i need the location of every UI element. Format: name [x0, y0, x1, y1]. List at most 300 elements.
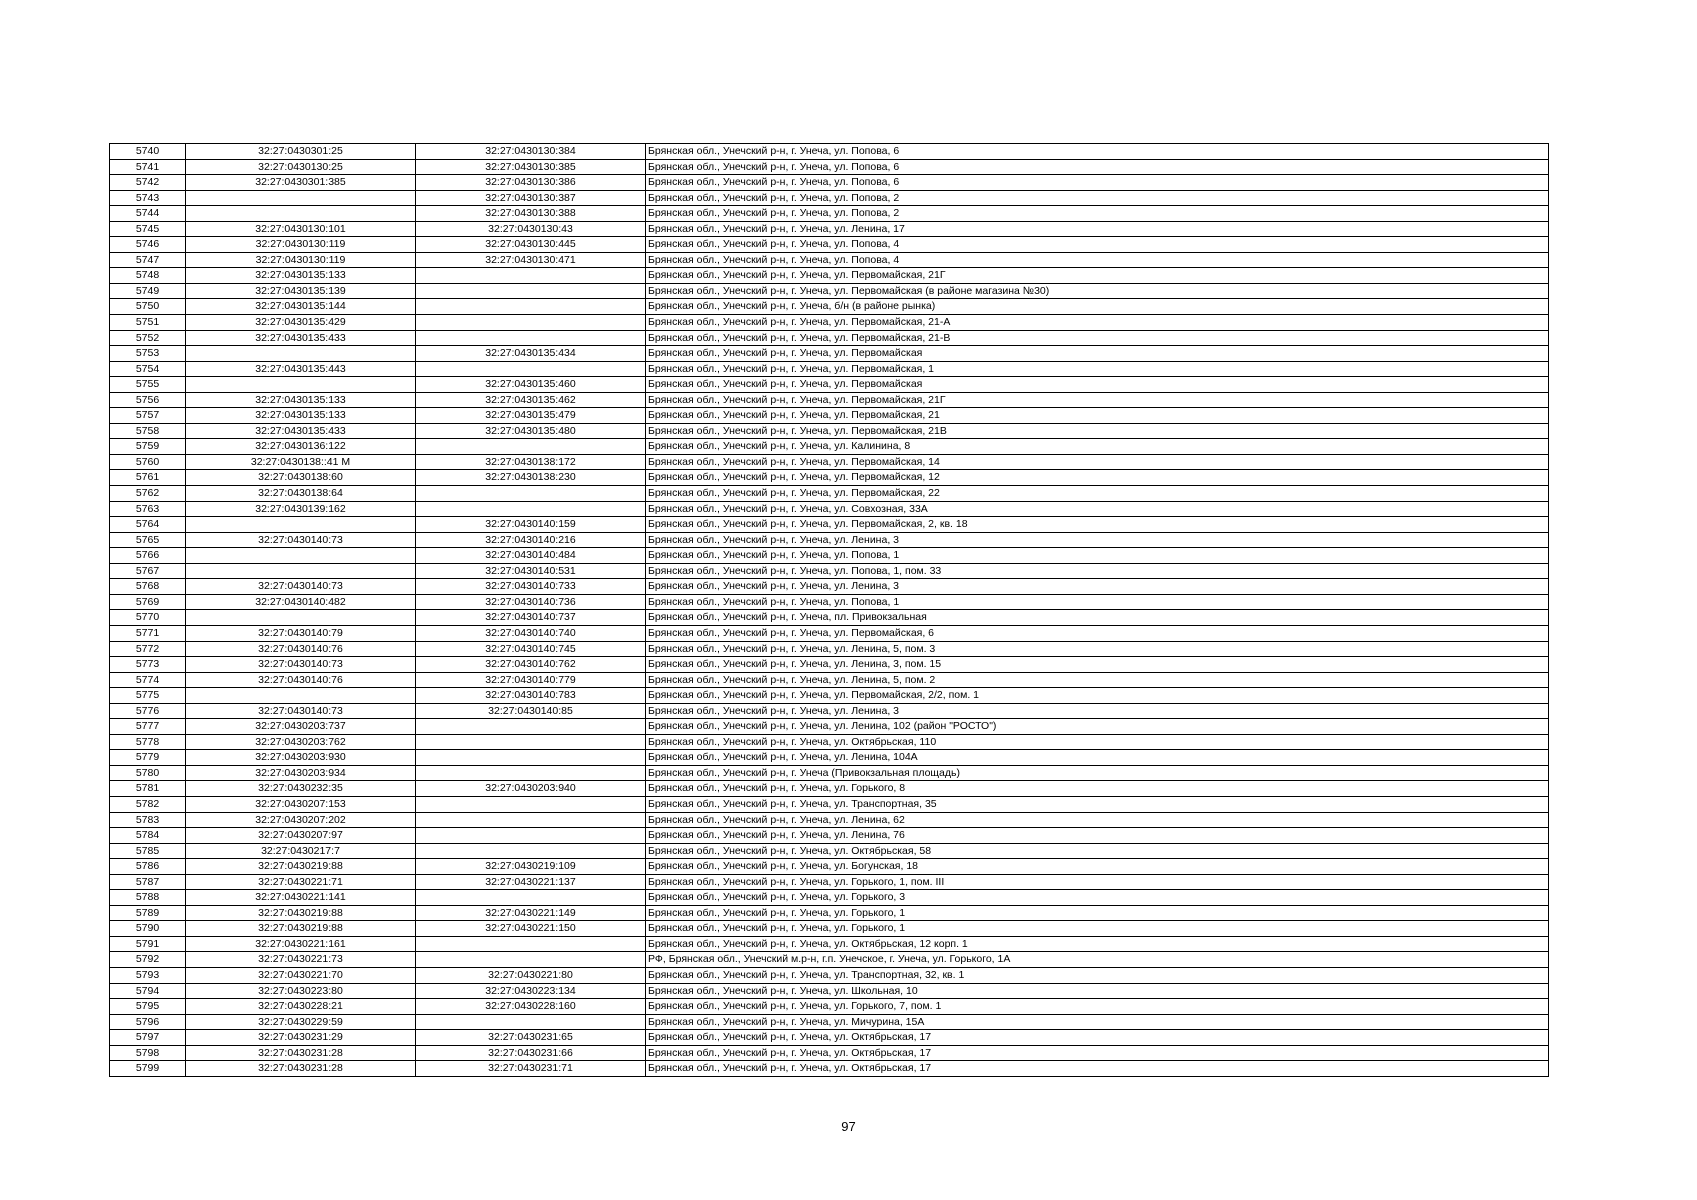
row-number-cell: 5750: [110, 299, 186, 315]
building-number-cell: 32:27:0430135:434: [416, 346, 646, 362]
building-number-cell: 32:27:0430130:386: [416, 175, 646, 191]
row-number-cell: 5766: [110, 548, 186, 564]
cadastral-number-cell: 32:27:0430228:21: [186, 999, 416, 1015]
table-row: [110, 594, 1549, 610]
building-number-cell: 32:27:0430140:736: [416, 594, 646, 610]
cadastral-number-cell: 32:27:0430217:7: [186, 843, 416, 859]
building-number-cell: 32:27:0430140:531: [416, 563, 646, 579]
row-number-cell: 5782: [110, 796, 186, 812]
row-number-cell: 5747: [110, 252, 186, 268]
building-number-cell: [416, 315, 646, 331]
row-number-cell: 5749: [110, 283, 186, 299]
building-number-cell: 32:27:0430135:462: [416, 392, 646, 408]
cadastral-number-cell: 32:27:0430138::41 М: [186, 454, 416, 470]
building-number-cell: 32:27:0430130:384: [416, 144, 646, 160]
address-cell: Брянская обл., Унечский р-н, г. Унеча, ул. Первомайская, 21-А: [646, 315, 1549, 331]
row-number-cell: 5740: [110, 144, 186, 160]
row-number-cell: 5756: [110, 392, 186, 408]
building-number-cell: 32:27:0430231:65: [416, 1030, 646, 1046]
building-number-cell: 32:27:0430130:388: [416, 206, 646, 222]
row-number-cell: 5777: [110, 719, 186, 735]
address-cell: Брянская обл., Унечский р-н, г. Унеча, ул. Попова, 1: [646, 594, 1549, 610]
row-number-cell: 5764: [110, 517, 186, 533]
row-number-cell: 5760: [110, 454, 186, 470]
table-row: [110, 532, 1549, 548]
table-row: [110, 657, 1549, 673]
row-number-cell: 5748: [110, 268, 186, 284]
address-cell: Брянская обл., Унечский р-н, г. Унеча (Привокзальная площадь): [646, 765, 1549, 781]
cadastral-number-cell: 32:27:0430140:73: [186, 532, 416, 548]
address-cell: Брянская обл., Унечский р-н, г. Унеча, ул. Первомайская, 1: [646, 361, 1549, 377]
address-cell: Брянская обл., Унечский р-н, г. Унеча, ул. Первомайская: [646, 377, 1549, 393]
building-number-cell: [416, 890, 646, 906]
table-row: [110, 905, 1549, 921]
building-number-cell: 32:27:0430135:479: [416, 408, 646, 424]
building-number-cell: 32:27:0430140:85: [416, 703, 646, 719]
cadastral-number-cell: 32:27:0430135:443: [186, 361, 416, 377]
table-row: [110, 796, 1549, 812]
cadastral-number-cell: 32:27:0430221:161: [186, 936, 416, 952]
address-cell: Брянская обл., Унечский р-н, г. Унеча, ул. Октябрьская, 17: [646, 1061, 1549, 1077]
cadastral-number-cell: 32:27:0430223:80: [186, 983, 416, 999]
row-number-cell: 5743: [110, 190, 186, 206]
row-number-cell: 5755: [110, 377, 186, 393]
building-number-cell: [416, 486, 646, 502]
building-number-cell: [416, 283, 646, 299]
table-row: [110, 190, 1549, 206]
building-number-cell: [416, 812, 646, 828]
table-row: [110, 610, 1549, 626]
building-number-cell: 32:27:0430130:43: [416, 221, 646, 237]
building-number-cell: 32:27:0430138:230: [416, 470, 646, 486]
table-row: [110, 734, 1549, 750]
address-cell: Брянская обл., Унечский р-н, г. Унеча, ул. Попова, 1: [646, 548, 1549, 564]
building-number-cell: 32:27:0430140:762: [416, 657, 646, 673]
building-number-cell: 32:27:0430223:134: [416, 983, 646, 999]
row-number-cell: 5795: [110, 999, 186, 1015]
cadastral-number-cell: 32:27:0430130:25: [186, 159, 416, 175]
row-number-cell: 5753: [110, 346, 186, 362]
address-cell: Брянская обл., Унечский р-н, г. Унеча, ул. Богунская, 18: [646, 859, 1549, 875]
cadastral-number-cell: 32:27:0430231:28: [186, 1045, 416, 1061]
building-number-cell: 32:27:0430130:471: [416, 252, 646, 268]
cadastral-number-cell: 32:27:0430219:88: [186, 905, 416, 921]
row-number-cell: 5789: [110, 905, 186, 921]
cadastral-number-cell: 32:27:0430136:122: [186, 439, 416, 455]
building-number-cell: [416, 936, 646, 952]
address-cell: Брянская обл., Унечский р-н, г. Унеча, ул. Попова, 6: [646, 175, 1549, 191]
building-number-cell: 32:27:0430140:733: [416, 579, 646, 595]
address-cell: Брянская обл., Унечский р-н, г. Унеча, ул. Транспортная, 35: [646, 796, 1549, 812]
address-cell: Брянская обл., Унечский р-н, г. Унеча, ул. Горького, 8: [646, 781, 1549, 797]
registry-table: [109, 143, 1549, 1077]
table-row: [110, 392, 1549, 408]
cadastral-number-cell: 32:27:0430301:385: [186, 175, 416, 191]
address-cell: Брянская обл., Унечский р-н, г. Унеча, ул. Ленина, 17: [646, 221, 1549, 237]
row-number-cell: 5785: [110, 843, 186, 859]
table-row: [110, 206, 1549, 222]
row-number-cell: 5746: [110, 237, 186, 253]
table-row: [110, 579, 1549, 595]
row-number-cell: 5787: [110, 874, 186, 890]
row-number-cell: 5745: [110, 221, 186, 237]
row-number-cell: 5783: [110, 812, 186, 828]
address-cell: Брянская обл., Унечский р-н, г. Унеча, ул. Попова, 1, пом. 33: [646, 563, 1549, 579]
building-number-cell: 32:27:0430138:172: [416, 454, 646, 470]
table-row: [110, 237, 1549, 253]
table-row: [110, 1030, 1549, 1046]
cadastral-number-cell: 32:27:0430219:88: [186, 859, 416, 875]
row-number-cell: 5770: [110, 610, 186, 626]
cadastral-number-cell: 32:27:0430203:762: [186, 734, 416, 750]
building-number-cell: 32:27:0430140:216: [416, 532, 646, 548]
address-cell: Брянская обл., Унечский р-н, г. Унеча, ул. Октябрьская, 17: [646, 1030, 1549, 1046]
address-cell: Брянская обл., Унечский р-н, г. Унеча, ул. Первомайская, 21: [646, 408, 1549, 424]
table-row: [110, 843, 1549, 859]
cadastral-number-cell: 32:27:0430140:73: [186, 579, 416, 595]
cadastral-number-cell: 32:27:0430219:88: [186, 921, 416, 937]
table-row: [110, 283, 1549, 299]
address-cell: Брянская обл., Унечский р-н, г. Унеча, ул. Калинина, 8: [646, 439, 1549, 455]
cadastral-number-cell: 32:27:0430135:139: [186, 283, 416, 299]
cadastral-number-cell: 32:27:0430130:119: [186, 252, 416, 268]
building-number-cell: [416, 361, 646, 377]
address-cell: РФ, Брянская обл., Унечский м.р-н, г.п. Унечское, г. Унеча, ул. Горького, 1А: [646, 952, 1549, 968]
cadastral-number-cell: 32:27:0430203:934: [186, 765, 416, 781]
row-number-cell: 5799: [110, 1061, 186, 1077]
address-cell: Брянская обл., Унечский р-н, г. Унеча, ул. Ленина, 3: [646, 532, 1549, 548]
table-row: [110, 828, 1549, 844]
table-row: [110, 1045, 1549, 1061]
cadastral-number-cell: 32:27:0430207:153: [186, 796, 416, 812]
building-number-cell: [416, 268, 646, 284]
table-row: [110, 672, 1549, 688]
row-number-cell: 5761: [110, 470, 186, 486]
row-number-cell: 5786: [110, 859, 186, 875]
address-cell: Брянская обл., Унечский р-н, г. Унеча, ул. Первомайская, 21Г: [646, 392, 1549, 408]
cadastral-number-cell: 32:27:0430139:162: [186, 501, 416, 517]
table-row: [110, 221, 1549, 237]
cadastral-number-cell: 32:27:0430135:433: [186, 330, 416, 346]
building-number-cell: 32:27:0430231:71: [416, 1061, 646, 1077]
cadastral-number-cell: 32:27:0430221:70: [186, 967, 416, 983]
row-number-cell: 5797: [110, 1030, 186, 1046]
building-number-cell: [416, 439, 646, 455]
table-row: [110, 423, 1549, 439]
table-row: [110, 967, 1549, 983]
table-row: [110, 812, 1549, 828]
building-number-cell: 32:27:0430221:150: [416, 921, 646, 937]
row-number-cell: 5744: [110, 206, 186, 222]
building-number-cell: [416, 719, 646, 735]
table-row: [110, 439, 1549, 455]
address-cell: Брянская обл., Унечский р-н, г. Унеча, ул. Попова, 2: [646, 190, 1549, 206]
cadastral-number-cell: 32:27:0430221:141: [186, 890, 416, 906]
cadastral-number-cell: 32:27:0430221:73: [186, 952, 416, 968]
building-number-cell: [416, 734, 646, 750]
table-row: [110, 470, 1549, 486]
building-number-cell: 32:27:0430140:159: [416, 517, 646, 533]
row-number-cell: 5751: [110, 315, 186, 331]
address-cell: Брянская обл., Унечский р-н, г. Унеча, ул. Первомайская, 21-В: [646, 330, 1549, 346]
address-cell: Брянская обл., Унечский р-н, г. Унеча, б/н (в районе рынка): [646, 299, 1549, 315]
row-number-cell: 5784: [110, 828, 186, 844]
cadastral-number-cell: 32:27:0430140:76: [186, 641, 416, 657]
table-row: [110, 952, 1549, 968]
table-row: [110, 859, 1549, 875]
building-number-cell: 32:27:0430135:480: [416, 423, 646, 439]
address-cell: Брянская обл., Унечский р-н, г. Унеча, ул. Попова, 4: [646, 252, 1549, 268]
row-number-cell: 5776: [110, 703, 186, 719]
address-cell: Брянская обл., Унечский р-н, г. Унеча, ул. Горького, 3: [646, 890, 1549, 906]
cadastral-number-cell: [186, 190, 416, 206]
address-cell: Брянская обл., Унечский р-н, г. Унеча, ул. Мичурина, 15А: [646, 1014, 1549, 1030]
table-row: [110, 890, 1549, 906]
row-number-cell: 5767: [110, 563, 186, 579]
page-number: 97: [841, 1119, 856, 1134]
address-cell: Брянская обл., Унечский р-н, г. Унеча, ул. Попова, 6: [646, 159, 1549, 175]
row-number-cell: 5774: [110, 672, 186, 688]
building-number-cell: [416, 952, 646, 968]
row-number-cell: 5792: [110, 952, 186, 968]
cadastral-number-cell: 32:27:0430203:930: [186, 750, 416, 766]
building-number-cell: 32:27:0430130:445: [416, 237, 646, 253]
cadastral-number-cell: [186, 517, 416, 533]
table-row: [110, 175, 1549, 191]
cadastral-number-cell: 32:27:0430135:433: [186, 423, 416, 439]
building-number-cell: [416, 765, 646, 781]
building-number-cell: 32:27:0430203:940: [416, 781, 646, 797]
address-cell: Брянская обл., Унечский р-н, г. Унеча, ул. Совхозная, 33А: [646, 501, 1549, 517]
row-number-cell: 5765: [110, 532, 186, 548]
cadastral-number-cell: [186, 563, 416, 579]
table-row: [110, 703, 1549, 719]
cadastral-number-cell: 32:27:0430135:429: [186, 315, 416, 331]
cadastral-number-cell: 32:27:0430138:64: [186, 486, 416, 502]
table-row: [110, 159, 1549, 175]
table-body: [110, 144, 1549, 1077]
table-row: [110, 874, 1549, 890]
building-number-cell: [416, 501, 646, 517]
cadastral-number-cell: 32:27:0430140:73: [186, 703, 416, 719]
cadastral-number-cell: 32:27:0430207:97: [186, 828, 416, 844]
row-number-cell: 5781: [110, 781, 186, 797]
building-number-cell: [416, 828, 646, 844]
table-row: [110, 299, 1549, 315]
table-row: [110, 268, 1549, 284]
row-number-cell: 5771: [110, 625, 186, 641]
table-row: [110, 486, 1549, 502]
table-row: [110, 517, 1549, 533]
row-number-cell: 5796: [110, 1014, 186, 1030]
address-cell: Брянская обл., Унечский р-н, г. Унеча, ул. Октябрьская, 110: [646, 734, 1549, 750]
table-row: [110, 252, 1549, 268]
cadastral-number-cell: 32:27:0430231:28: [186, 1061, 416, 1077]
table-row: [110, 983, 1549, 999]
cadastral-number-cell: 32:27:0430140:482: [186, 594, 416, 610]
building-number-cell: [416, 299, 646, 315]
building-number-cell: 32:27:0430140:783: [416, 688, 646, 704]
row-number-cell: 5772: [110, 641, 186, 657]
building-number-cell: 32:27:0430140:740: [416, 625, 646, 641]
building-number-cell: 32:27:0430130:387: [416, 190, 646, 206]
address-cell: Брянская обл., Унечский р-н, г. Унеча, ул. Ленина, 3: [646, 579, 1549, 595]
row-number-cell: 5790: [110, 921, 186, 937]
table-row: [110, 377, 1549, 393]
table-row: [110, 346, 1549, 362]
row-number-cell: 5754: [110, 361, 186, 377]
table-row: [110, 1014, 1549, 1030]
address-cell: Брянская обл., Унечский р-н, г. Унеча, ул. Ленина, 104А: [646, 750, 1549, 766]
address-cell: Брянская обл., Унечский р-н, г. Унеча, ул. Ленина, 76: [646, 828, 1549, 844]
row-number-cell: 5741: [110, 159, 186, 175]
building-number-cell: [416, 330, 646, 346]
cadastral-number-cell: 32:27:0430301:25: [186, 144, 416, 160]
table-row: [110, 563, 1549, 579]
address-cell: Брянская обл., Унечский р-н, г. Унеча, ул. Ленина, 3: [646, 703, 1549, 719]
table-row: [110, 765, 1549, 781]
cadastral-number-cell: 32:27:0430207:202: [186, 812, 416, 828]
address-cell: Брянская обл., Унечский р-н, г. Унеча, ул. Ленина, 5, пом. 2: [646, 672, 1549, 688]
building-number-cell: 32:27:0430130:385: [416, 159, 646, 175]
row-number-cell: 5794: [110, 983, 186, 999]
building-number-cell: 32:27:0430140:779: [416, 672, 646, 688]
address-cell: Брянская обл., Унечский р-н, г. Унеча, ул. Первомайская, 21В: [646, 423, 1549, 439]
row-number-cell: 5780: [110, 765, 186, 781]
cadastral-number-cell: 32:27:0430140:76: [186, 672, 416, 688]
address-cell: Брянская обл., Унечский р-н, г. Унеча, ул. Первомайская, 12: [646, 470, 1549, 486]
building-number-cell: 32:27:0430140:737: [416, 610, 646, 626]
building-number-cell: 32:27:0430228:160: [416, 999, 646, 1015]
building-number-cell: [416, 796, 646, 812]
address-cell: Брянская обл., Унечский р-н, г. Унеча, ул. Первомайская, 6: [646, 625, 1549, 641]
row-number-cell: 5742: [110, 175, 186, 191]
cadastral-number-cell: 32:27:0430130:101: [186, 221, 416, 237]
row-number-cell: 5763: [110, 501, 186, 517]
table-row: [110, 454, 1549, 470]
cadastral-number-cell: 32:27:0430203:737: [186, 719, 416, 735]
cadastral-number-cell: 32:27:0430229:59: [186, 1014, 416, 1030]
table-row: [110, 144, 1549, 160]
cadastral-number-cell: [186, 688, 416, 704]
building-number-cell: 32:27:0430221:137: [416, 874, 646, 890]
building-number-cell: 32:27:0430221:80: [416, 967, 646, 983]
address-cell: Брянская обл., Унечский р-н, г. Унеча, ул. Горького, 1: [646, 921, 1549, 937]
address-cell: Брянская обл., Унечский р-н, г. Унеча, ул. Горького, 1, пом. III: [646, 874, 1549, 890]
address-cell: Брянская обл., Унечский р-н, г. Унеча, ул. Октябрьская, 58: [646, 843, 1549, 859]
cadastral-number-cell: 32:27:0430135:133: [186, 408, 416, 424]
address-cell: Брянская обл., Унечский р-н, г. Унеча, пл. Привокзальная: [646, 610, 1549, 626]
cadastral-number-cell: 32:27:0430135:144: [186, 299, 416, 315]
address-cell: Брянская обл., Унечский р-н, г. Унеча, ул. Первомайская, 22: [646, 486, 1549, 502]
table-row: [110, 688, 1549, 704]
table-row: [110, 781, 1549, 797]
building-number-cell: [416, 750, 646, 766]
building-number-cell: 32:27:0430219:109: [416, 859, 646, 875]
address-cell: Брянская обл., Унечский р-н, г. Унеча, ул. Ленина, 62: [646, 812, 1549, 828]
cadastral-number-cell: 32:27:0430135:133: [186, 268, 416, 284]
table-row: [110, 548, 1549, 564]
row-number-cell: 5768: [110, 579, 186, 595]
row-number-cell: 5769: [110, 594, 186, 610]
row-number-cell: 5779: [110, 750, 186, 766]
row-number-cell: 5791: [110, 936, 186, 952]
cadastral-number-cell: [186, 610, 416, 626]
cadastral-number-cell: [186, 206, 416, 222]
address-cell: Брянская обл., Унечский р-н, г. Унеча, ул. Первомайская, 14: [646, 454, 1549, 470]
building-number-cell: 32:27:0430221:149: [416, 905, 646, 921]
cadastral-number-cell: [186, 377, 416, 393]
building-number-cell: 32:27:0430231:66: [416, 1045, 646, 1061]
table-row: [110, 361, 1549, 377]
address-cell: Брянская обл., Унечский р-н, г. Унеча, ул. Ленина, 5, пом. 3: [646, 641, 1549, 657]
table-row: [110, 315, 1549, 331]
table-row: [110, 641, 1549, 657]
table-row: [110, 1061, 1549, 1077]
row-number-cell: 5759: [110, 439, 186, 455]
address-cell: Брянская обл., Унечский р-н, г. Унеча, ул. Октябрьская, 12 корп. 1: [646, 936, 1549, 952]
cadastral-number-cell: 32:27:0430138:60: [186, 470, 416, 486]
table-row: [110, 999, 1549, 1015]
address-cell: Брянская обл., Унечский р-н, г. Унеча, ул. Ленина, 3, пом. 15: [646, 657, 1549, 673]
row-number-cell: 5752: [110, 330, 186, 346]
row-number-cell: 5758: [110, 423, 186, 439]
address-cell: Брянская обл., Унечский р-н, г. Унеча, ул. Школьная, 10: [646, 983, 1549, 999]
row-number-cell: 5788: [110, 890, 186, 906]
address-cell: Брянская обл., Унечский р-н, г. Унеча, ул. Первомайская (в районе магазина №30): [646, 283, 1549, 299]
cadastral-number-cell: 32:27:0430221:71: [186, 874, 416, 890]
cadastral-number-cell: 32:27:0430232:35: [186, 781, 416, 797]
table-row: [110, 408, 1549, 424]
table-row: [110, 625, 1549, 641]
row-number-cell: 5757: [110, 408, 186, 424]
address-cell: Брянская обл., Унечский р-н, г. Унеча, ул. Октябрьская, 17: [646, 1045, 1549, 1061]
address-cell: Брянская обл., Унечский р-н, г. Унеча, ул. Транспортная, 32, кв. 1: [646, 967, 1549, 983]
address-cell: Брянская обл., Унечский р-н, г. Унеча, ул. Первомайская, 21Г: [646, 268, 1549, 284]
address-cell: Брянская обл., Унечский р-н, г. Унеча, ул. Горького, 7, пом. 1: [646, 999, 1549, 1015]
row-number-cell: 5798: [110, 1045, 186, 1061]
building-number-cell: [416, 1014, 646, 1030]
address-cell: Брянская обл., Унечский р-н, г. Унеча, ул. Первомайская, 2, кв. 18: [646, 517, 1549, 533]
address-cell: Брянская обл., Унечский р-н, г. Унеча, ул. Попова, 4: [646, 237, 1549, 253]
building-number-cell: 32:27:0430140:745: [416, 641, 646, 657]
row-number-cell: 5775: [110, 688, 186, 704]
cadastral-number-cell: 32:27:0430135:133: [186, 392, 416, 408]
table-row: [110, 719, 1549, 735]
cadastral-number-cell: [186, 346, 416, 362]
building-number-cell: 32:27:0430140:484: [416, 548, 646, 564]
address-cell: Брянская обл., Унечский р-н, г. Унеча, ул. Горького, 1: [646, 905, 1549, 921]
row-number-cell: 5773: [110, 657, 186, 673]
cadastral-number-cell: 32:27:0430140:73: [186, 657, 416, 673]
building-number-cell: 32:27:0430135:460: [416, 377, 646, 393]
table-row: [110, 936, 1549, 952]
table-row: [110, 750, 1549, 766]
address-cell: Брянская обл., Унечский р-н, г. Унеча, ул. Ленина, 102 (район "РОСТО"): [646, 719, 1549, 735]
table-row: [110, 501, 1549, 517]
table-row: [110, 330, 1549, 346]
address-cell: Брянская обл., Унечский р-н, г. Унеча, ул. Первомайская, 2/2, пом. 1: [646, 688, 1549, 704]
cadastral-number-cell: [186, 548, 416, 564]
cadastral-number-cell: 32:27:0430231:29: [186, 1030, 416, 1046]
cadastral-number-cell: 32:27:0430140:79: [186, 625, 416, 641]
address-cell: Брянская обл., Унечский р-н, г. Унеча, ул. Первомайская: [646, 346, 1549, 362]
row-number-cell: 5793: [110, 967, 186, 983]
table-row: [110, 921, 1549, 937]
cadastral-number-cell: 32:27:0430130:119: [186, 237, 416, 253]
row-number-cell: 5778: [110, 734, 186, 750]
row-number-cell: 5762: [110, 486, 186, 502]
